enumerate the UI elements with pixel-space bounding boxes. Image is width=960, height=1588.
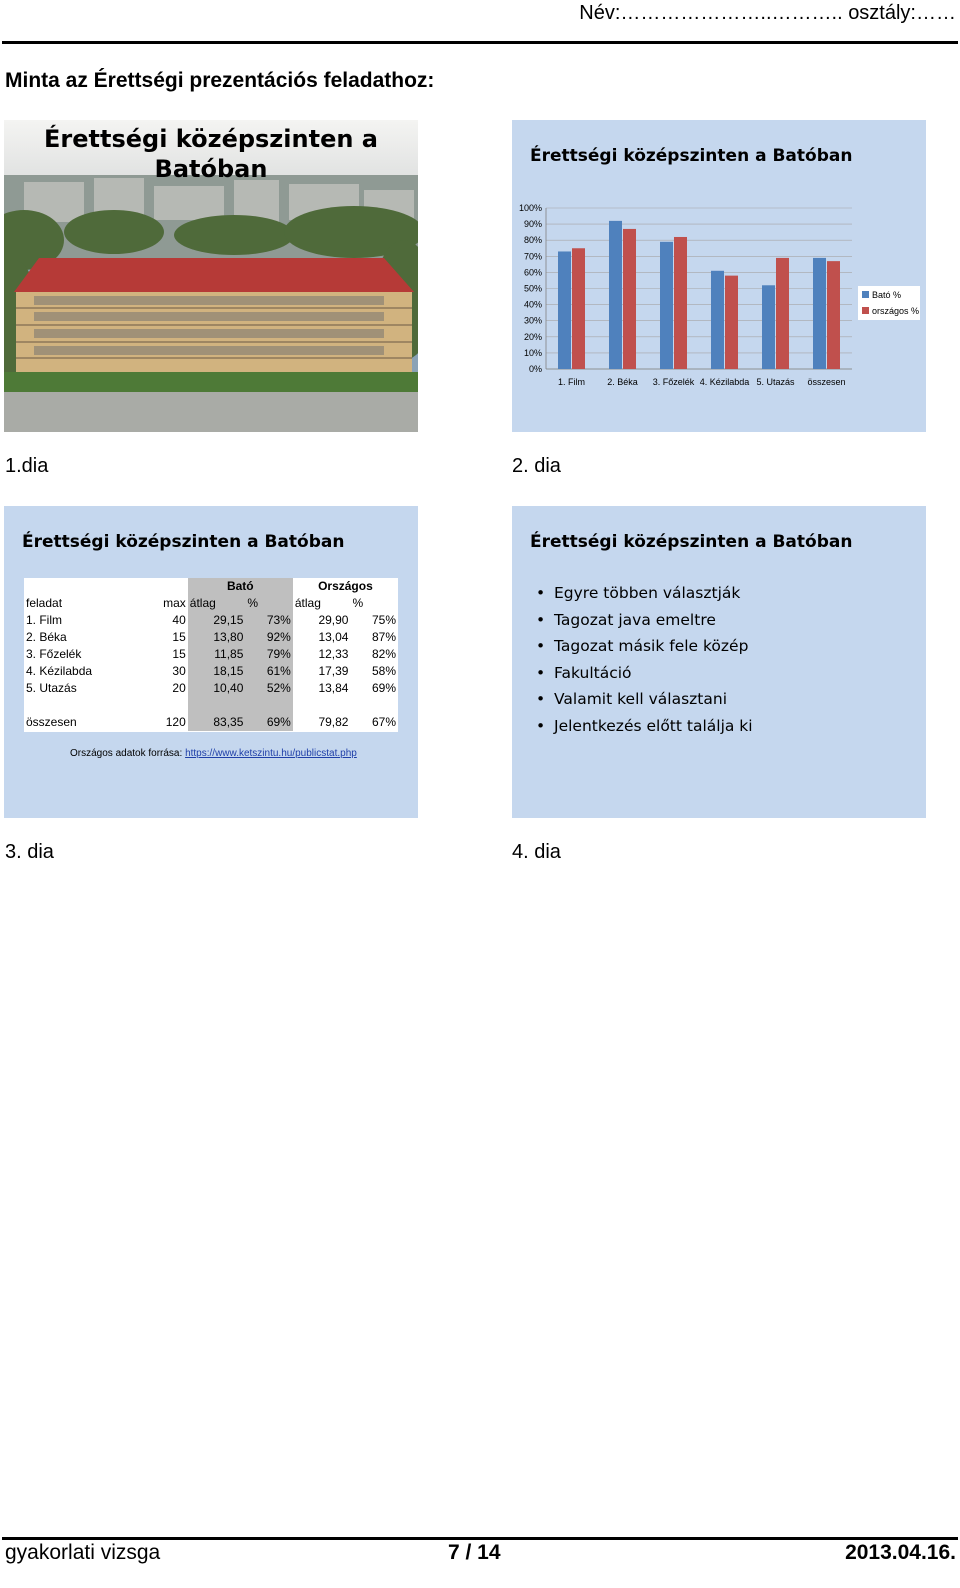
table-cell: 1. Film	[26, 613, 62, 627]
table-cell: 29,90	[318, 613, 349, 627]
header-divider	[2, 41, 958, 44]
table-cell: összesen	[26, 715, 77, 729]
table-column-header	[24, 595, 398, 612]
table-cell: 82%	[371, 647, 396, 661]
legend-swatch	[862, 307, 869, 314]
bar	[711, 271, 724, 369]
table-row-empty	[24, 697, 398, 714]
table-cell: 10,40	[188, 680, 246, 697]
table-row	[24, 680, 398, 697]
slide-1-caption: 1.dia	[5, 455, 49, 477]
x-tick-label: 5. Utazás	[756, 377, 795, 387]
bullet-icon: •	[536, 610, 546, 629]
bar	[674, 237, 687, 369]
footer-divider	[2, 1537, 958, 1540]
bullet-icon: •	[536, 716, 546, 735]
table-cell: 4. Kézilabda	[26, 664, 93, 678]
source-label: Országos adatok forrása:	[70, 748, 183, 759]
y-tick-label: 70%	[523, 251, 542, 262]
bullet-item	[534, 607, 753, 634]
x-tick-label: 4. Kézilabda	[699, 377, 750, 387]
bar	[725, 276, 738, 369]
table-cell: 13,04	[318, 630, 349, 644]
legend-swatch	[862, 291, 869, 298]
column-header: átlag	[294, 596, 321, 610]
table-cell: 2. Béka	[26, 630, 67, 644]
table-cell: 15	[172, 647, 186, 661]
group-header-bato: Bató	[188, 578, 293, 595]
bullet-list	[534, 580, 753, 739]
bar	[572, 248, 585, 369]
table-cell: 40	[172, 613, 186, 627]
table-row	[24, 663, 398, 680]
table-cell: 12,33	[318, 647, 349, 661]
bullet-text: Jelentkezés előtt találja ki	[554, 716, 753, 735]
bar-chart	[512, 120, 926, 432]
bullet-icon: •	[536, 690, 546, 708]
bullet-text: Tagozat másik fele közép	[554, 637, 749, 655]
table-cell: 58%	[371, 664, 396, 678]
table-cell: 67%	[371, 715, 396, 729]
slide-1-title: Érettségi középszinten a Batóban	[44, 125, 378, 183]
bullet-text: Valamit kell választani	[554, 690, 728, 708]
table-cell: 69%	[371, 681, 396, 695]
column-header: átlag	[188, 595, 246, 612]
table-cell: 120	[165, 715, 186, 729]
table-cell: 69%	[245, 714, 292, 731]
table-cell: 13,84	[318, 681, 349, 695]
slide-3	[4, 506, 418, 818]
y-tick-label: 10%	[523, 347, 542, 358]
footer-exam-label: gyakorlati vizsga	[5, 1541, 161, 1564]
table-row	[24, 629, 398, 646]
bullet-icon: •	[536, 663, 546, 682]
y-tick-label: 90%	[523, 219, 542, 230]
y-tick-label: 60%	[523, 267, 542, 278]
x-tick-label: 2. Béka	[607, 377, 638, 387]
bar	[609, 221, 622, 369]
bullet-icon: •	[536, 637, 546, 655]
page-number: 7 / 14	[448, 1541, 501, 1564]
y-tick-label: 30%	[523, 315, 542, 326]
bar	[762, 285, 775, 369]
source-note	[70, 748, 357, 759]
table-cell: 3. Főzelék	[26, 647, 82, 661]
table-cell: 79,82	[318, 715, 349, 729]
legend-label: országos %	[872, 306, 920, 316]
y-tick-label: 50%	[523, 283, 542, 294]
table-cell: 15	[172, 630, 186, 644]
y-tick-label: 80%	[523, 235, 542, 246]
table-row	[24, 646, 398, 663]
bullet-item	[534, 660, 753, 687]
bullet-icon: •	[536, 584, 546, 602]
x-tick-label: 3. Főzelék	[652, 377, 695, 387]
name-class-line: Név:…………………..……….. osztály:……	[579, 2, 956, 24]
table-row	[24, 612, 398, 629]
source-link[interactable]: https://www.ketszintu.hu/publicstat.php	[185, 748, 357, 759]
table-cell: 13,80	[188, 629, 246, 646]
table-cell: 75%	[371, 613, 396, 627]
x-tick-label: összesen	[807, 377, 846, 387]
table-cell: 5. Utazás	[26, 681, 77, 695]
bar	[813, 258, 826, 369]
table-cell: 92%	[245, 629, 292, 646]
y-tick-label: 40%	[523, 299, 542, 310]
slide-4-caption: 4. dia	[512, 841, 561, 863]
slide-1	[4, 120, 418, 432]
bar	[827, 261, 840, 369]
slide-2-caption: 2. dia	[512, 455, 561, 477]
column-header: %	[245, 595, 292, 612]
bullet-item	[534, 713, 753, 740]
slide-4-title: Érettségi középszinten a Batóban	[530, 532, 853, 552]
footer-date: 2013.04.16.	[845, 1541, 956, 1564]
column-header: %	[352, 596, 364, 610]
bar	[660, 242, 673, 369]
bullet-item	[534, 580, 753, 607]
table-cell: 20	[172, 681, 186, 695]
table-cell: 79%	[245, 646, 292, 663]
results-table	[24, 578, 398, 732]
y-tick-label: 100%	[518, 203, 542, 213]
bullet-item	[534, 633, 753, 660]
slide-4	[512, 506, 926, 818]
bullet-text: Egyre többen választják	[554, 584, 741, 602]
column-header: feladat	[26, 596, 63, 610]
table-cell: 11,85	[188, 646, 246, 663]
bullet-text: Tagozat java emeltre	[554, 610, 716, 629]
table-cell: 18,15	[188, 663, 246, 680]
bar	[776, 258, 789, 369]
table-cell: 29,15	[188, 612, 246, 629]
document-title: Minta az Érettségi prezentációs feladathoz:	[5, 69, 435, 92]
table-cell: 17,39	[318, 664, 349, 678]
slide-2	[512, 120, 926, 432]
table-cell: 83,35	[188, 714, 246, 731]
slide-3-title: Érettségi középszinten a Batóban	[22, 532, 345, 552]
legend-label: Bató %	[872, 290, 902, 300]
table-cell: 52%	[245, 680, 292, 697]
y-tick-label: 20%	[523, 331, 542, 342]
x-tick-label: 1. Film	[558, 377, 585, 387]
bullet-item	[534, 686, 753, 713]
bar	[558, 251, 571, 369]
column-header: max	[163, 596, 186, 610]
table-cell: 61%	[245, 663, 292, 680]
bar	[623, 229, 636, 369]
slide-3-caption: 3. dia	[5, 841, 54, 863]
table-cell: 73%	[245, 612, 292, 629]
group-header-orszagos: Országos	[318, 579, 373, 593]
table-group-header	[24, 578, 398, 595]
y-tick-label: 0%	[528, 364, 542, 374]
table-cell: 30	[172, 664, 186, 678]
table-cell: 87%	[371, 630, 396, 644]
slide-2-title: Érettségi középszinten a Batóban	[530, 146, 853, 166]
bullet-text: Fakultáció	[554, 663, 632, 682]
table-row-total	[24, 714, 398, 731]
